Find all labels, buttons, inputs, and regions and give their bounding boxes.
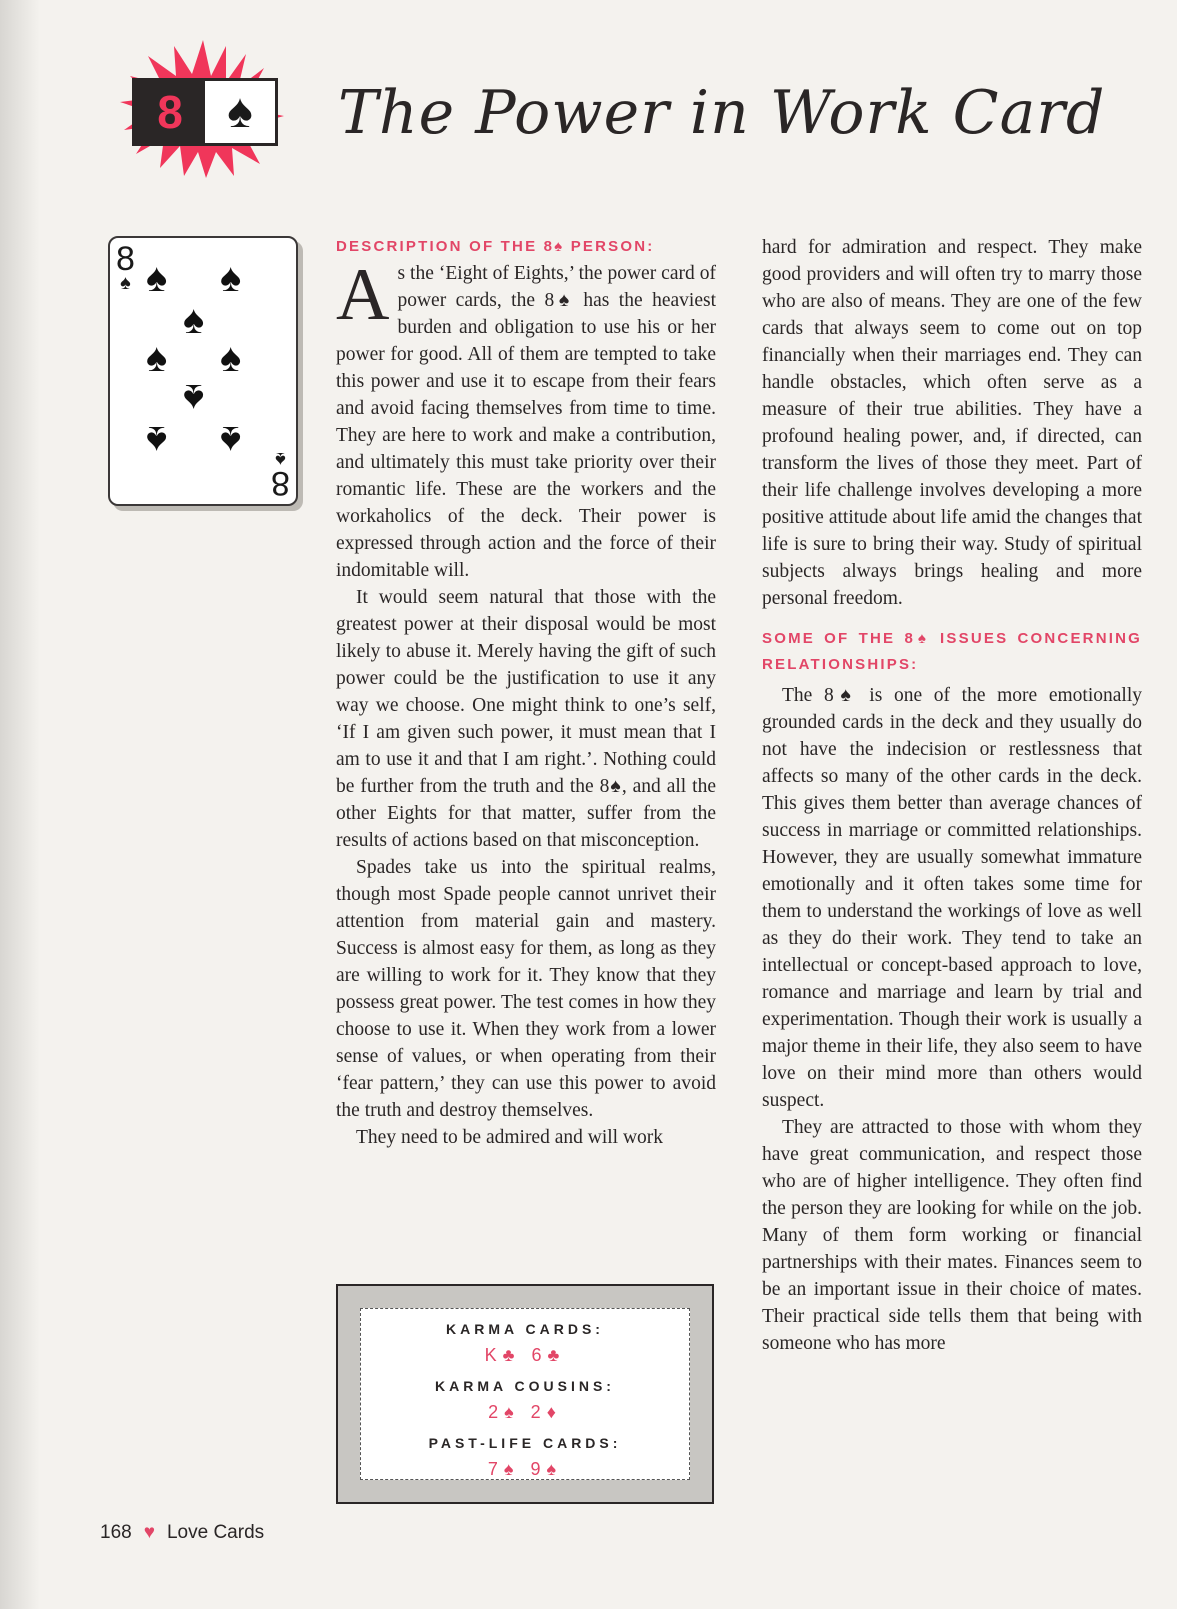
card-corner-bottom: 8 ♠ bbox=[271, 448, 290, 502]
spade-pip-icon: ♠ bbox=[220, 418, 242, 463]
karma-cousins-value: 2♠ 2♦ bbox=[488, 1402, 562, 1422]
book-title: Love Cards bbox=[166, 1522, 265, 1543]
spade-pip-icon: ♠ bbox=[146, 255, 168, 300]
card-corner-top: 8 ♠ bbox=[116, 240, 135, 294]
spade-pip-icon: ♠ bbox=[220, 335, 242, 380]
paragraph: It would seem natural that those with the greatest power at their disposal would be most likely to abuse it. Merely having the gift of such power could be the justification to use it any way we choose. One might think to one’s self, ‘If I am given such power, it must mean that I am to use it and that I am right.’. Nothing could be further from the truth and the 8♠, and all the other Eights for that matter, suffer from the results of actions based on that misconception. bbox=[336, 587, 716, 851]
spade-pip-icon: ♠ bbox=[146, 335, 168, 380]
card-badge bbox=[132, 78, 278, 146]
badge-number: 8 bbox=[135, 81, 205, 143]
right-column bbox=[762, 234, 1142, 1357]
page-title: The Power in Work Card bbox=[338, 78, 1106, 148]
spade-pip-icon: ♠ bbox=[183, 297, 205, 342]
spade-pip-icon: ♠ bbox=[146, 418, 168, 463]
drop-cap: A bbox=[336, 254, 390, 336]
spade-pip-icon: ♠ bbox=[220, 255, 242, 300]
spade-pip-icon: ♠ bbox=[183, 376, 205, 421]
paragraph: hard for admiration and respect. They make good providers and will often try to marry those who are also of means. They are one of the few cards that always seem to come out on top financially when their marriages end. They can handle obstacles, which often serve as a measure of their true abilities. They have a profound healing power, and, if directed, can transform the lives of those they meet. Part of their life challenge involves developing a more positive attitude about life amid the changes that life is sure to bring their way. Study of spiritual subjects always brings healing and more personal freedom. bbox=[762, 237, 1142, 609]
paragraph: As the ‘Eight of Eights,’ the power card of power cards, the 8♠ has the heaviest burden and obligation to use his or her power for good. All of them are tempted to take this power and use it to escape from their fears and avoid facing themselves from time to time. They are here to work and make a contribution, and ultimately this must take priority over their romantic life. These are the workers and the workaholics of the deck. Their power is expressed through action and the force of their indomitable will. bbox=[336, 254, 716, 581]
spade-icon: ♠ bbox=[227, 85, 253, 138]
karma-cards-panel bbox=[360, 1308, 690, 1480]
eight-of-spades-card-image bbox=[108, 236, 298, 506]
heart-icon: ♥ bbox=[143, 1522, 155, 1543]
past-life-cards-value: 7♠ 9♠ bbox=[487, 1459, 563, 1479]
page-number: 168 bbox=[100, 1522, 132, 1543]
past-life-cards-label: PAST-LIFE CARDS: bbox=[428, 1435, 622, 1451]
paragraph: They need to be admired and will work bbox=[356, 1127, 664, 1148]
page-footer bbox=[100, 1522, 264, 1544]
description-heading: DESCRIPTION OF THE 8♠ PERSON: bbox=[336, 238, 655, 255]
left-column bbox=[336, 234, 716, 1151]
paragraph: They are attracted to those with whom they have great communication, and respect those who are of higher intelligence. They often find the person they are looking for while on the job. Many of them form working or financial partnerships with their mates. Finances seem to be an important issue in their choice of mates. Their practical side tells them that being with someone who has more bbox=[762, 1117, 1142, 1354]
paragraph: The 8♠ is one of the more emotionally grounded cards in the deck and they usually do not have the indecision or restlessness that affects so many of the other cards in the deck. This gives them better than average chances of success in marriage or committed relationships. However, they are usually somewhat immature emotionally and it often takes some time for them to understand the workings of love as well as they do their work. They tend to take an intellectual or concept-based approach to love, romance and marriage and learn by trial and experimentation. Though their work is usually a major theme in their life, they also seem to have love on their mind more than others would suspect. bbox=[762, 685, 1142, 1111]
karma-cousins-label: KARMA COUSINS: bbox=[435, 1378, 615, 1394]
karma-cards-box bbox=[336, 1284, 714, 1504]
karma-cards-label: KARMA CARDS: bbox=[446, 1321, 604, 1337]
relationships-heading: SOME OF THE 8♠ ISSUES CONCERNING RELATIONSHIPS: bbox=[762, 630, 1142, 673]
page-gutter-shadow bbox=[0, 0, 40, 1609]
karma-cards-value: K♣ 6♣ bbox=[484, 1345, 566, 1365]
paragraph: Spades take us into the spiritual realms, though most Spade people cannot unrivet their attention from material gain and mastery. Success is almost easy for them, as long as they are willing to work for it. They know that they possess great power. The test comes in how they choose to use it. When they work from a lower sense of values, or when operating from their ‘fear pattern,’ they can use this power to avoid the truth and destroy themselves. bbox=[336, 857, 716, 1121]
